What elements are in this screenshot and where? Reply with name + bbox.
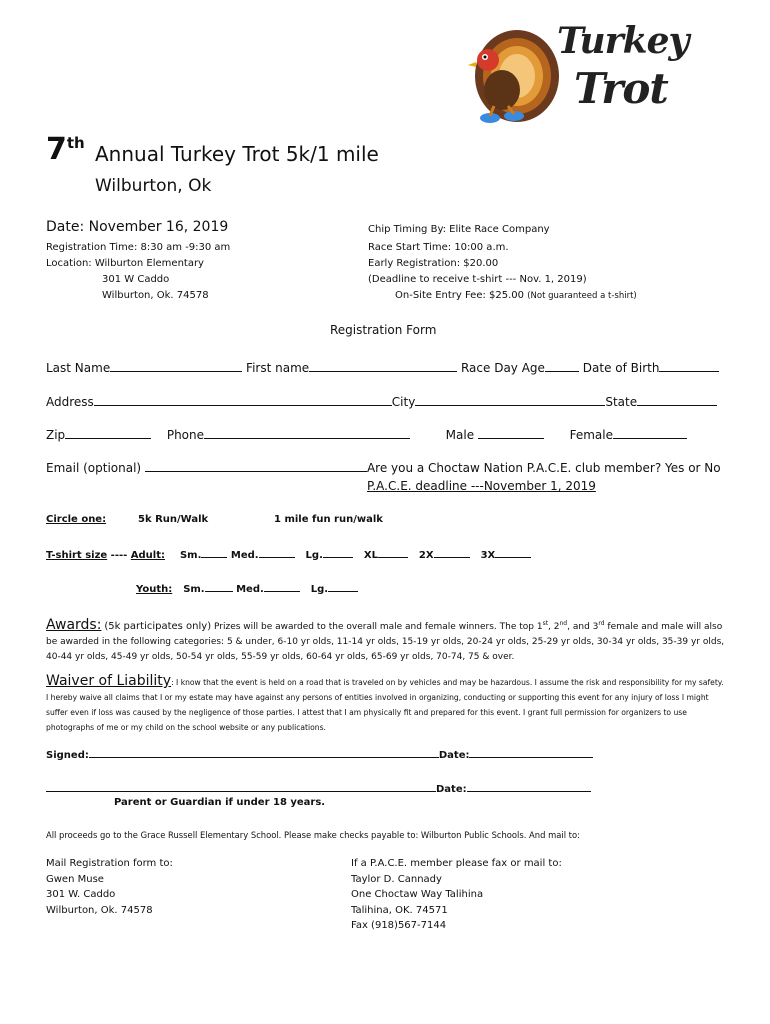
option-5k[interactable]: 5k Run/Walk bbox=[138, 514, 209, 525]
registration-time: Registration Time: 8:30 am -9:30 am bbox=[46, 242, 231, 253]
guardian-signature-field[interactable] bbox=[46, 782, 436, 792]
early-registration: Early Registration: $20.00 bbox=[368, 258, 499, 269]
proceeds-note: All proceeds go to the Grace Russell Elementary School. Please make checks payable to: Wilburton Public Schools. And mail to: bbox=[46, 830, 580, 840]
tshirt-row: T-shirt size ---- Adult: Sm. Med. Lg. XL 2X 3X bbox=[46, 548, 531, 561]
youth-lg-field[interactable] bbox=[328, 582, 358, 592]
signature-row: Signed: Date: bbox=[46, 748, 593, 761]
guardian-signature-row: Date: bbox=[46, 782, 591, 795]
tshirt-deadline: (Deadline to receive t-shirt --- Nov. 1, 2019) bbox=[368, 274, 587, 285]
mail-right-title: If a P.A.C.E. member please fax or mail to: bbox=[351, 858, 562, 869]
page-title: Annual Turkey Trot 5k/1 mile bbox=[95, 142, 379, 166]
adult-sm-field[interactable] bbox=[201, 548, 227, 558]
guardian-label: Parent or Guardian if under 18 years. bbox=[114, 797, 326, 808]
email-row: Email (optional) Are you a Choctaw Nation P.A.C.E. club member? Yes or No bbox=[46, 461, 721, 475]
adult-3x-field[interactable] bbox=[495, 548, 531, 558]
city-field[interactable] bbox=[415, 394, 605, 406]
event-date: Date: November 16, 2019 bbox=[46, 219, 229, 235]
address-line-1: 301 W Caddo bbox=[102, 274, 170, 285]
email-field[interactable] bbox=[145, 460, 367, 472]
guardian-date-field[interactable] bbox=[467, 782, 591, 792]
signature-date-field[interactable] bbox=[469, 748, 593, 758]
youth-row: Youth: Sm. Med. Lg. bbox=[136, 582, 358, 595]
address-line-2: Wilburton, Ok. 74578 bbox=[102, 290, 209, 301]
option-1-mile[interactable]: 1 mile fun run/walk bbox=[274, 514, 383, 525]
female-field[interactable] bbox=[613, 427, 687, 439]
ordinal: 7th bbox=[46, 132, 85, 167]
waiver-heading: Waiver of Liability bbox=[46, 673, 172, 689]
signature-field[interactable] bbox=[89, 748, 439, 758]
last-name-field[interactable] bbox=[110, 360, 242, 372]
dob-field[interactable] bbox=[659, 360, 719, 372]
location: Location: Wilburton Elementary bbox=[46, 258, 204, 269]
mail-left-title: Mail Registration form to: bbox=[46, 858, 173, 869]
onsite-fee: On-Site Entry Fee: $25.00 (Not guaranteed a t-shirt) bbox=[395, 290, 637, 301]
mail-right: If a P.A.C.E. member please fax or mail to: Taylor D. Cannady One Choctaw Way Talihina Talihina, OK. 74571 Fax (918)567-7144 bbox=[351, 858, 562, 931]
mail-left: Mail Registration form to: Gwen Muse 301 W. Caddo Wilburton, Ok. 74578 bbox=[46, 858, 173, 916]
race-start: Race Start Time: 10:00 a.m. bbox=[368, 242, 509, 253]
pace-question: Are you a Choctaw Nation P.A.C.E. club member? Yes or No bbox=[366, 461, 721, 475]
age-field[interactable] bbox=[545, 360, 579, 372]
adult-xl-field[interactable] bbox=[378, 548, 408, 558]
youth-med-field[interactable] bbox=[264, 582, 300, 592]
male-field[interactable] bbox=[478, 427, 544, 439]
adult-2x-field[interactable] bbox=[434, 548, 470, 558]
pace-deadline: P.A.C.E. deadline ---November 1, 2019 bbox=[367, 479, 596, 493]
turkey-trot-logo bbox=[462, 18, 689, 133]
adult-lg-field[interactable] bbox=[323, 548, 353, 558]
name-row: Last Name First name Race Day Age Date of Birth bbox=[46, 360, 719, 375]
circle-one-label: Circle one: bbox=[46, 514, 107, 525]
chip-timing: Chip Timing By: Elite Race Company bbox=[368, 224, 550, 235]
zip-field[interactable] bbox=[65, 427, 151, 439]
adult-med-field[interactable] bbox=[259, 548, 295, 558]
first-name-field[interactable] bbox=[309, 360, 457, 372]
awards-section: Awards: (5k participates only) Prizes will be awarded to the overall male and female winners. The top 1st, 2nd, and 3rd female and male will also be awarded in the following categories: 5 & under, 6-10 yr olds, 11-14 yr olds, 15-19 yr olds, 20-24 yr olds, 25-29 yr olds, 30-34 yr olds, 35-39 yr olds, 40-44 yr olds, 45-49 yr olds, 50-54 yr olds, 55-59 yr olds, 60-64 yr olds, 65-69 yr olds, 70-74, 75 & over. bbox=[46, 617, 725, 662]
logo-word-trot: Trot bbox=[574, 64, 668, 113]
page-subtitle: Wilburton, Ok bbox=[95, 176, 212, 196]
logo-word-turkey: Turkey bbox=[557, 20, 689, 62]
state-field[interactable] bbox=[637, 394, 717, 406]
zip-row: Zip Phone Male Female bbox=[46, 427, 687, 442]
awards-heading: Awards: bbox=[46, 617, 102, 633]
youth-sm-field[interactable] bbox=[205, 582, 233, 592]
address-field[interactable] bbox=[94, 394, 392, 406]
form-title: Registration Form bbox=[330, 323, 437, 337]
address-row: Address City State bbox=[46, 394, 717, 409]
waiver-section: Waiver of Liability: I know that the event is held on a road that is traveled on by vehicles and may be hazardous. I assume the risk and responsibility for my safety. I hereby waive all claims that I or my estate may have against any persons of entities involved in organizing, conducting or supporting this event for any injury of loss I might suffer even if loss was caused by the negligence of those parties. I attest that I am physically fit and prepared for this event. I grant full permission for organizers to use photographs of me or my child on the school website or any publications. bbox=[46, 673, 724, 732]
phone-field[interactable] bbox=[204, 427, 410, 439]
